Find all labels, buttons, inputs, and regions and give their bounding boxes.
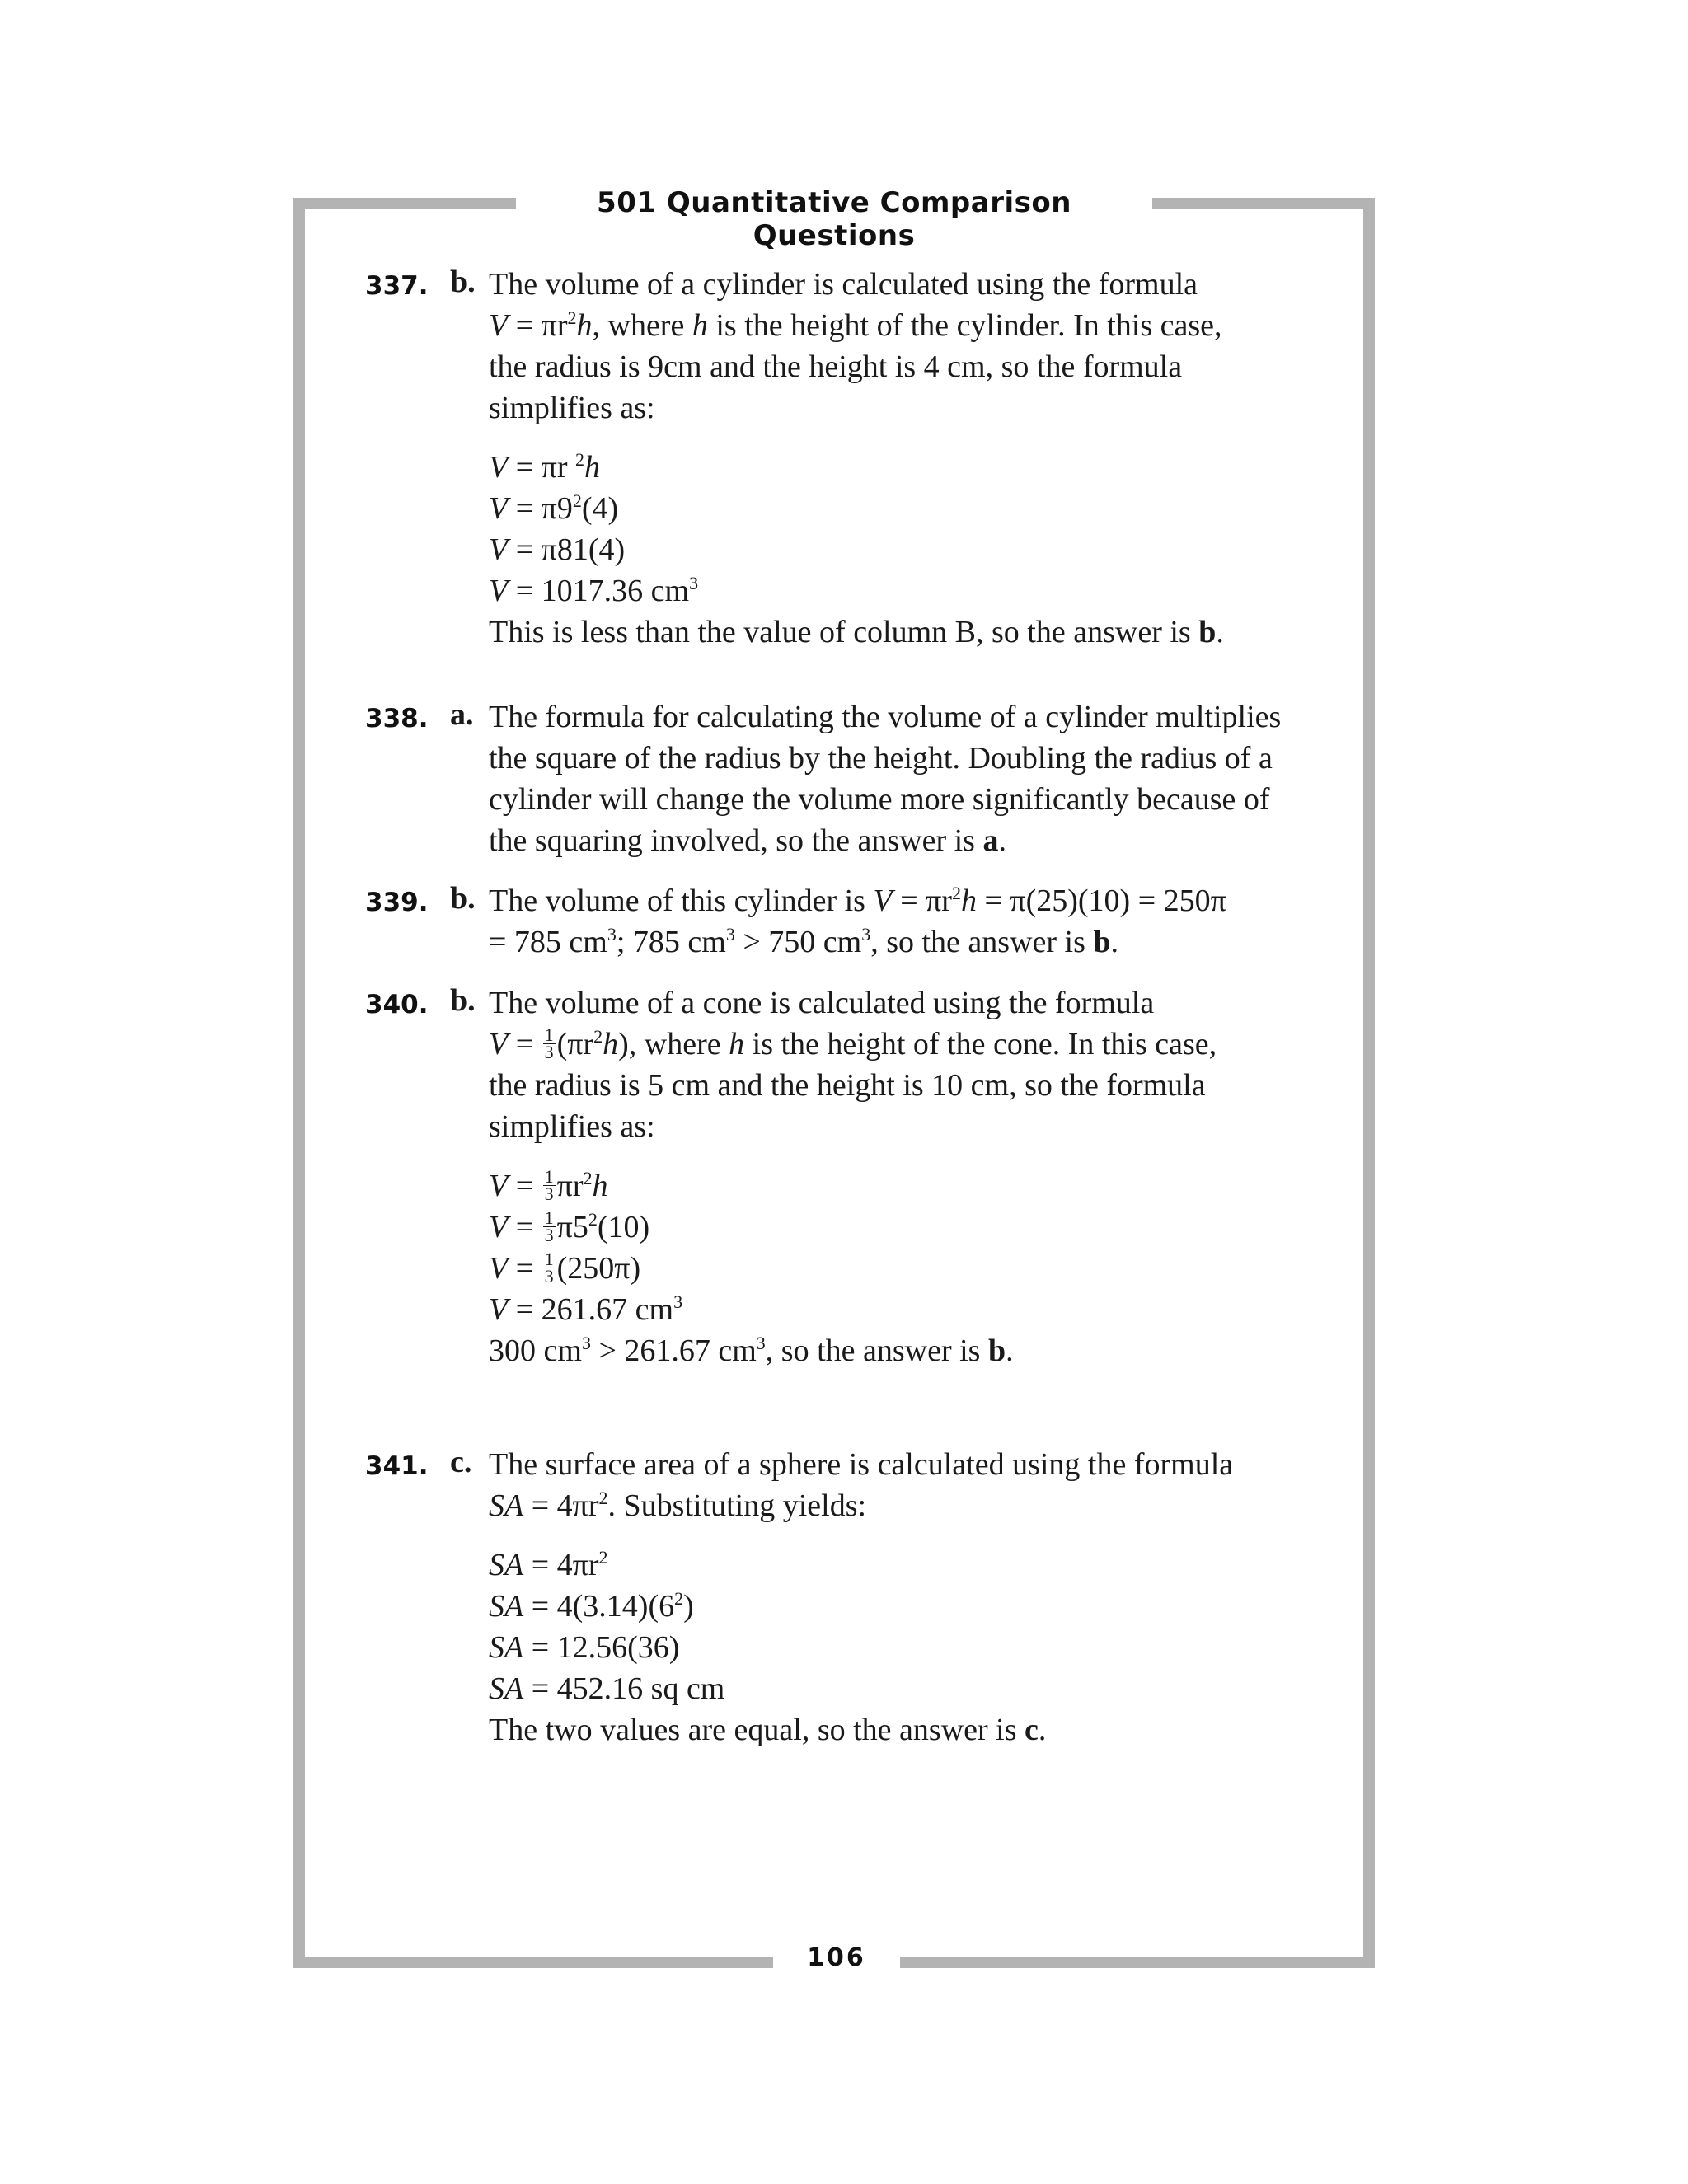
conclusion: The two values are equal, so the answer is c. [489, 1713, 1047, 1747]
equation-line: $V = \pi 9^2(4)$ [489, 490, 619, 526]
equation-line: SA = 452.16 sq cm [489, 1671, 725, 1706]
explanation-line: The volume of this cylinder is $V = \pi r^2h = \pi(25)(10) = 250\pi$ [489, 883, 1226, 918]
explanation-line: the square of the radius by the height. Doubling the radius of a [489, 741, 1273, 776]
explanation-line: the radius is 5 cm and the height is 10 cm, so the formula [489, 1068, 1206, 1103]
frame-top-left [293, 198, 516, 209]
explanation-line: The volume of a cylinder is calculated using the formula [489, 267, 1198, 302]
frame-top-right [1152, 198, 1375, 209]
answer-letter: a. [450, 697, 474, 732]
equation-line: V = $\frac{1}{3}$ $\pi r^2h$ [489, 1165, 608, 1204]
explanation-line: The volume of a cone is calculated using the formula [489, 986, 1155, 1020]
conclusion: 300 $cm^3 > 261.67$ $cm^3$, so the answer is b. [489, 1333, 1014, 1368]
equation-line: V = 261.67 $cm^3$ [489, 1291, 683, 1327]
explanation-line: simplifies as: [489, 391, 655, 425]
equation-line: V = $\frac{1}{3}$ (250π) [489, 1248, 641, 1286]
answer-body [489, 264, 1313, 653]
question-number: 337. [365, 271, 429, 301]
question-number: 341. [365, 1451, 429, 1481]
equation-line: V = π81(4) [489, 532, 626, 567]
equation-line: SA = $4(3.14)(6^2)$ [489, 1588, 694, 1624]
equation-steps [489, 1544, 1313, 1709]
page-number: 106 [807, 1943, 866, 1972]
running-head: 501 Quantitative Comparison Questions [597, 186, 1071, 252]
equation-line: V = πr $^2$h [489, 449, 600, 485]
explanation-line: cylinder will change the volume more significantly because of [489, 782, 1270, 817]
equation-steps [489, 1165, 1313, 1330]
fraction-one-third: $\frac{1}{3}$ [544, 1024, 554, 1062]
explanation-line: The formula for calculating the volume of a cylinder multiplies [489, 700, 1282, 734]
frame-left [293, 198, 305, 1968]
equation-line: SA = $4\pi r^2$ [489, 1547, 608, 1582]
explanation-line: the radius is 9cm and the height is 4 cm, so the formula [489, 349, 1183, 384]
frame-bottom-right [900, 1957, 1375, 1968]
answer-body [489, 1444, 1313, 1750]
explanation-line: simplifies as: [489, 1109, 655, 1144]
answer-body [489, 880, 1313, 963]
frame-right [1363, 198, 1375, 1968]
explanation-line: V = $\frac{1}{3}$ $(\pi r^2h)$, where h is the height of the cone. In this case, [489, 1024, 1217, 1062]
answer-letter: b. [450, 983, 476, 1018]
explanation-line: The surface area of a sphere is calculated using the formula [489, 1447, 1234, 1482]
question-number: 338. [365, 704, 429, 733]
explanation-line: = 785 $cm^3$; 785 $cm^3 > 750$ $cm^3$, so the answer is b. [489, 924, 1119, 959]
equation-line: V = 1017.36 $cm^3$ [489, 573, 699, 608]
explanation-line: $V = \pi r^2h$, where h is the height of the cylinder. In this case, [489, 307, 1222, 343]
equation-line: V = $\frac{1}{3}$ $\pi 5^2(10)$ [489, 1207, 650, 1245]
answer-letter: b. [450, 265, 476, 299]
question-number: 339. [365, 888, 429, 917]
equation-steps [489, 447, 1313, 612]
answer-letter: c. [450, 1445, 472, 1479]
frame-bottom-left [293, 1957, 773, 1968]
explanation-line: the squaring involved, so the answer is a. [489, 823, 1006, 858]
question-number: 340. [365, 990, 429, 1019]
answer-body [489, 696, 1313, 861]
equation-line: SA = 12.56(36) [489, 1630, 680, 1665]
answer-body [489, 982, 1313, 1371]
explanation-line: SA = $4\pi r^2$. Substituting yields: [489, 1488, 867, 1523]
answer-letter: b. [450, 881, 476, 916]
conclusion: This is less than the value of column B, so the answer is b. [489, 615, 1224, 649]
